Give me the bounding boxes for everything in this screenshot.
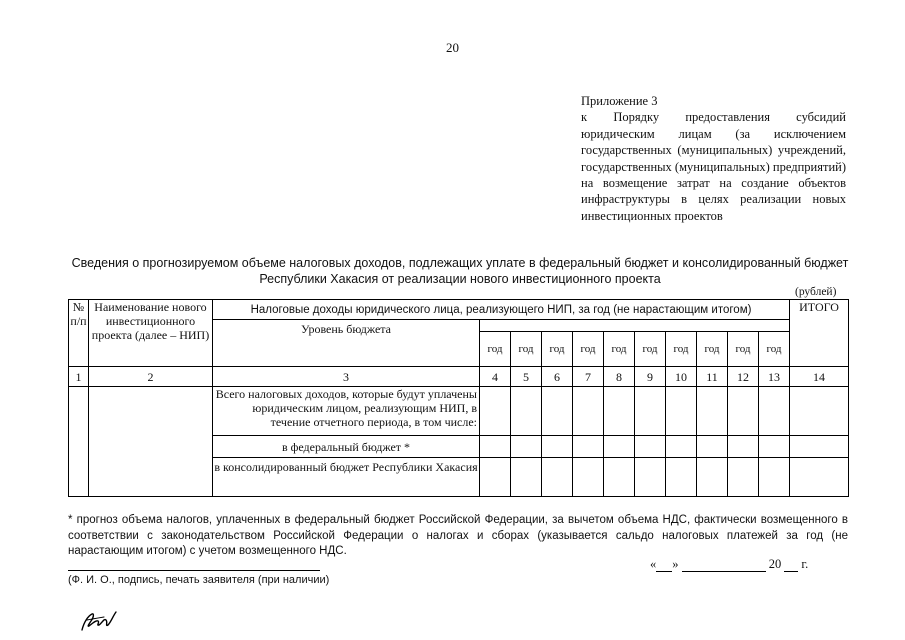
data-cell[interactable]: [573, 387, 604, 436]
data-cell[interactable]: [480, 387, 511, 436]
data-cell[interactable]: [511, 458, 542, 497]
year-header-cell: год: [697, 332, 728, 367]
signature-caption: (Ф. И. О., подпись, печать заявителя (при наличии): [68, 574, 330, 586]
col-header-no: № п/п: [69, 300, 89, 367]
row-label-consolidated: в консолидированный бюджет Республики Хакасия: [213, 458, 480, 497]
year-blank[interactable]: [784, 559, 798, 572]
month-blank[interactable]: [682, 559, 766, 572]
data-cell[interactable]: [666, 387, 697, 436]
data-cell[interactable]: [666, 436, 697, 458]
date-line: [650, 557, 808, 572]
data-cell[interactable]: [697, 436, 728, 458]
year-header-cell: год: [666, 332, 697, 367]
day-blank[interactable]: [656, 559, 672, 572]
footnote: * прогноз объема налогов, уплаченных в федеральный бюджет Российской Федерации, за вычетом объема НДС, фактически возмещенного в соответствии с законодательством Российской Федерации о налогах и сборах (указывается сальдо налоговых платежей за год (не нарастающим итогом) с учетом возмещенного НДС.: [68, 514, 848, 557]
column-number-cell: 10: [666, 366, 697, 386]
data-cell[interactable]: [542, 436, 573, 458]
appendix-block: [581, 93, 846, 224]
column-number-cell: 2: [89, 366, 213, 386]
col-header-total: ИТОГО: [790, 300, 849, 367]
column-number-cell: 1: [69, 366, 89, 386]
data-cell[interactable]: [604, 458, 635, 497]
year-header-cell: год: [635, 332, 666, 367]
data-cell[interactable]: [511, 436, 542, 458]
year-suffix: г.: [801, 557, 809, 571]
appendix-text: к Порядку предоставления субсидий юридическим лицам (за исключением государственных (муниципальных) учреждений, государственных (муниципальных) предприятий) на возмещение затрат на создание объектов инфраструктуры в целях реализации новых инвестиционных проектов: [581, 110, 846, 223]
data-cell[interactable]: [759, 458, 790, 497]
col-header-budget-level: Уровень бюджета: [213, 320, 480, 367]
data-cell-total[interactable]: [790, 458, 849, 497]
column-number-cell: 12: [728, 366, 759, 386]
document-title: Сведения о прогнозируемом объеме налоговых доходов, подлежащих уплате в федеральный бюджет и консолидированный бюджет Республики Хакасия от реализации нового инвестиционного проекта: [71, 256, 849, 286]
year-prefix: 20: [768, 557, 782, 571]
year-header-cell: год: [480, 332, 511, 367]
data-cell[interactable]: [635, 387, 666, 436]
data-cell-total[interactable]: [790, 436, 849, 458]
data-cell-total[interactable]: [790, 387, 849, 436]
column-number-cell: 13: [759, 366, 790, 386]
year-header-cell: год: [511, 332, 542, 367]
data-cell[interactable]: [573, 458, 604, 497]
data-cell[interactable]: [635, 458, 666, 497]
data-cell[interactable]: [604, 387, 635, 436]
data-cell[interactable]: [697, 387, 728, 436]
column-number-cell: 6: [542, 366, 573, 386]
data-cell[interactable]: [542, 458, 573, 497]
data-cell[interactable]: [573, 436, 604, 458]
currency-note: (рублей): [795, 286, 837, 298]
date-open-quote: «: [650, 557, 657, 571]
data-cell[interactable]: [635, 436, 666, 458]
year-header-cell: год: [728, 332, 759, 367]
data-cell[interactable]: [666, 458, 697, 497]
year-header-cell: год: [542, 332, 573, 367]
column-number-cell: 3: [213, 366, 480, 386]
column-number-cell: 8: [604, 366, 635, 386]
column-number-cell: 4: [480, 366, 511, 386]
data-cell[interactable]: [542, 387, 573, 436]
year-header-cell: год: [573, 332, 604, 367]
col-header-project-name: Наименование нового инвестиционного проекта (далее – НИП): [89, 300, 213, 367]
appendix-title: Приложение 3: [581, 94, 658, 108]
years-header-spacer: [480, 320, 790, 332]
data-cell[interactable]: [728, 436, 759, 458]
date-close-quote: »: [672, 557, 679, 571]
data-cell[interactable]: [480, 436, 511, 458]
data-cell[interactable]: [759, 387, 790, 436]
column-number-cell: 7: [573, 366, 604, 386]
data-cell[interactable]: [728, 387, 759, 436]
year-header-cell: год: [759, 332, 790, 367]
tax-forecast-table: [68, 299, 849, 497]
col-header-tax-revenue: Налоговые доходы юридического лица, реализующего НИП, за год (не нарастающим итогом): [213, 300, 790, 320]
column-number-cell: 9: [635, 366, 666, 386]
data-cell[interactable]: [604, 436, 635, 458]
data-cell[interactable]: [480, 458, 511, 497]
column-number-cell: 14: [790, 366, 849, 386]
column-number-cell: 5: [511, 366, 542, 386]
cell-project-name[interactable]: [89, 387, 213, 497]
column-number-cell: 11: [697, 366, 728, 386]
data-cell[interactable]: [759, 436, 790, 458]
data-cell[interactable]: [511, 387, 542, 436]
column-number-row: [69, 366, 849, 386]
row-label-federal: в федеральный бюджет *: [213, 436, 480, 458]
table-row: [69, 387, 849, 436]
page-number: 20: [446, 40, 459, 55]
year-header-cell: год: [604, 332, 635, 367]
signature-line: [68, 570, 320, 571]
row-label-total: Всего налоговых доходов, которые будут уплачены юридическим лицом, реализующим НИП, в течение отчетного периода, в том числе:: [213, 387, 480, 436]
data-cell[interactable]: [697, 458, 728, 497]
data-cell[interactable]: [728, 458, 759, 497]
cell-no[interactable]: [69, 387, 89, 497]
handwritten-initials: [78, 608, 122, 634]
